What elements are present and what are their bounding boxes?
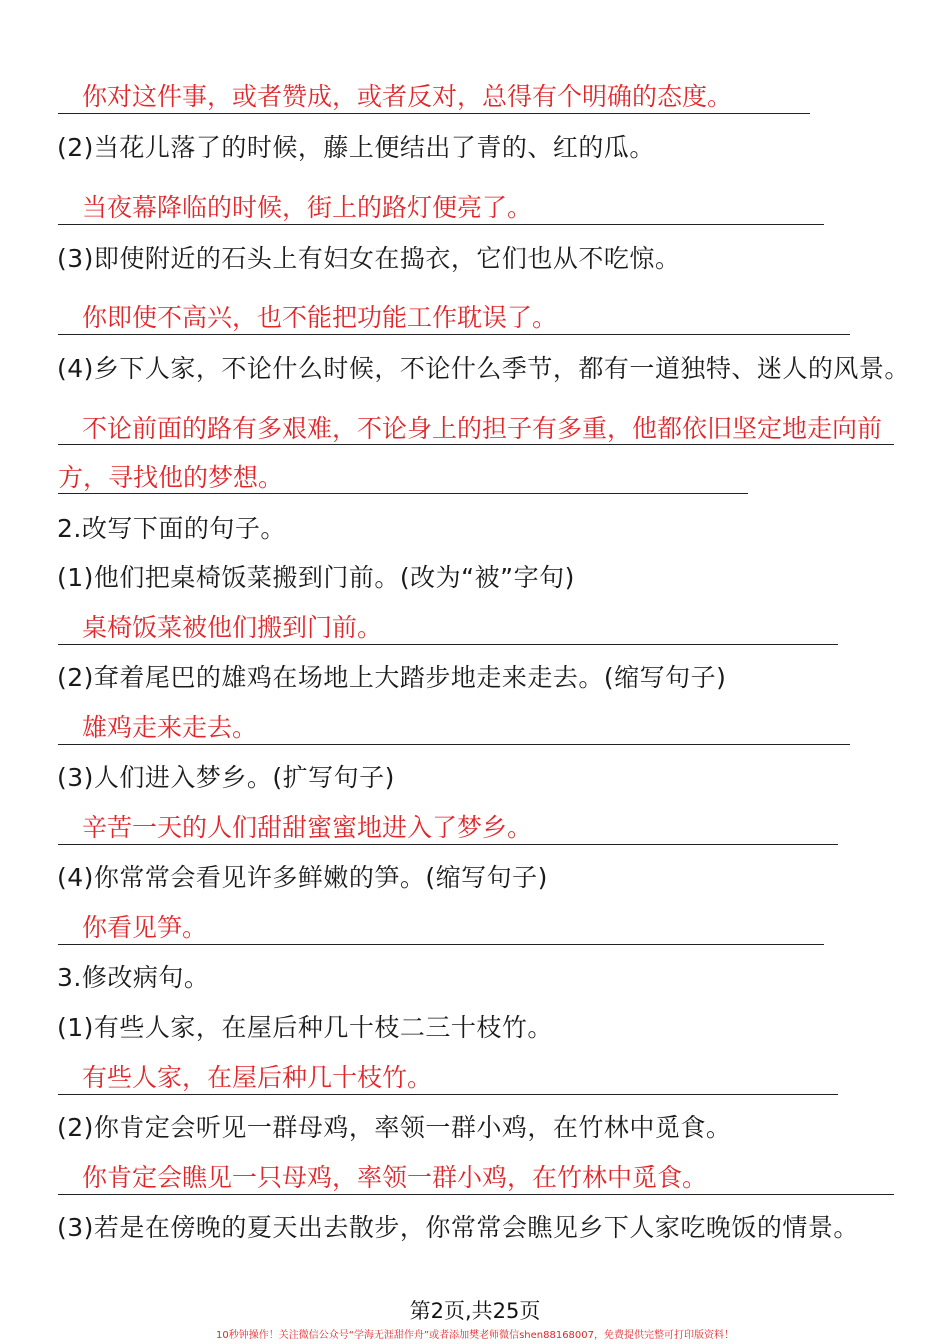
- answer-line-0: 你对这件事，或者赞成，或者反对，总得有个明确的态度。: [58, 82, 810, 114]
- question-3-2: (2)你肯定会听见一群母鸡，率领一群小鸡，在竹林中觅食。: [57, 1113, 732, 1142]
- question-1-4: (4)乡下人家，不论什么时候，不论什么季节，都有一道独特、迷人的风景。: [57, 354, 910, 383]
- section-3-heading: 3.修改病句。: [57, 963, 210, 992]
- answer-2-4: 你看见笋。: [58, 913, 824, 945]
- footer-watermark: 10秒钟操作！关注微信公众号“学海无涯甜作舟”或者添加樊老师微信shen88168007，免费提供完整可打印版资料！: [215, 1330, 735, 1341]
- question-2-1: (1)他们把桌椅饭菜搬到门前。(改为“被”字句): [57, 563, 575, 592]
- question-1-2: (2)当花儿落了的时候，藤上便结出了青的、红的瓜。: [57, 133, 655, 162]
- answer-1-4: [58, 414, 894, 494]
- question-1-3: (3)即使附近的石头上有妇女在捣衣，它们也从不吃惊。: [57, 244, 681, 273]
- page-number: 第2页,共25页: [409, 1299, 541, 1323]
- answer-3-2: 你肯定会瞧见一只母鸡，率领一群小鸡，在竹林中觅食。: [58, 1163, 894, 1195]
- question-3-1: (1)有些人家，在屋后种几十枝二三十枝竹。: [57, 1013, 553, 1042]
- answer-1-3: 你即使不高兴，也不能把功能工作耽误了。: [58, 303, 850, 335]
- answer-1-4-line2: 方，寻找他的梦想。: [58, 463, 748, 494]
- answer-1-2: 当夜幕降临的时候，街上的路灯便亮了。: [58, 193, 824, 225]
- question-3-3: (3)若是在傍晚的夏天出去散步，你常常会瞧见乡下人家吃晚饭的情景。: [57, 1213, 859, 1242]
- section-2-heading: 2.改写下面的句子。: [57, 514, 286, 543]
- question-2-4: (4)你常常会看见许多鲜嫩的笋。(缩写句子): [57, 863, 548, 892]
- answer-3-1: 有些人家，在屋后种几十枝竹。: [58, 1063, 838, 1095]
- answer-2-2: 雄鸡走来走去。: [58, 713, 850, 745]
- answer-1-4-line1: 不论前面的路有多艰难，不论身上的担子有多重，他都依旧坚定地走向前: [58, 414, 894, 445]
- question-2-3: (3)人们进入梦乡。(扩写句子): [57, 763, 395, 792]
- answer-2-3: 辛苦一天的人们甜甜蜜蜜地进入了梦乡。: [58, 813, 838, 845]
- question-2-2: (2)耷着尾巴的雄鸡在场地上大踏步地走来走去。(缩写句子): [57, 663, 727, 692]
- answer-2-1: 桌椅饭菜被他们搬到门前。: [58, 613, 838, 645]
